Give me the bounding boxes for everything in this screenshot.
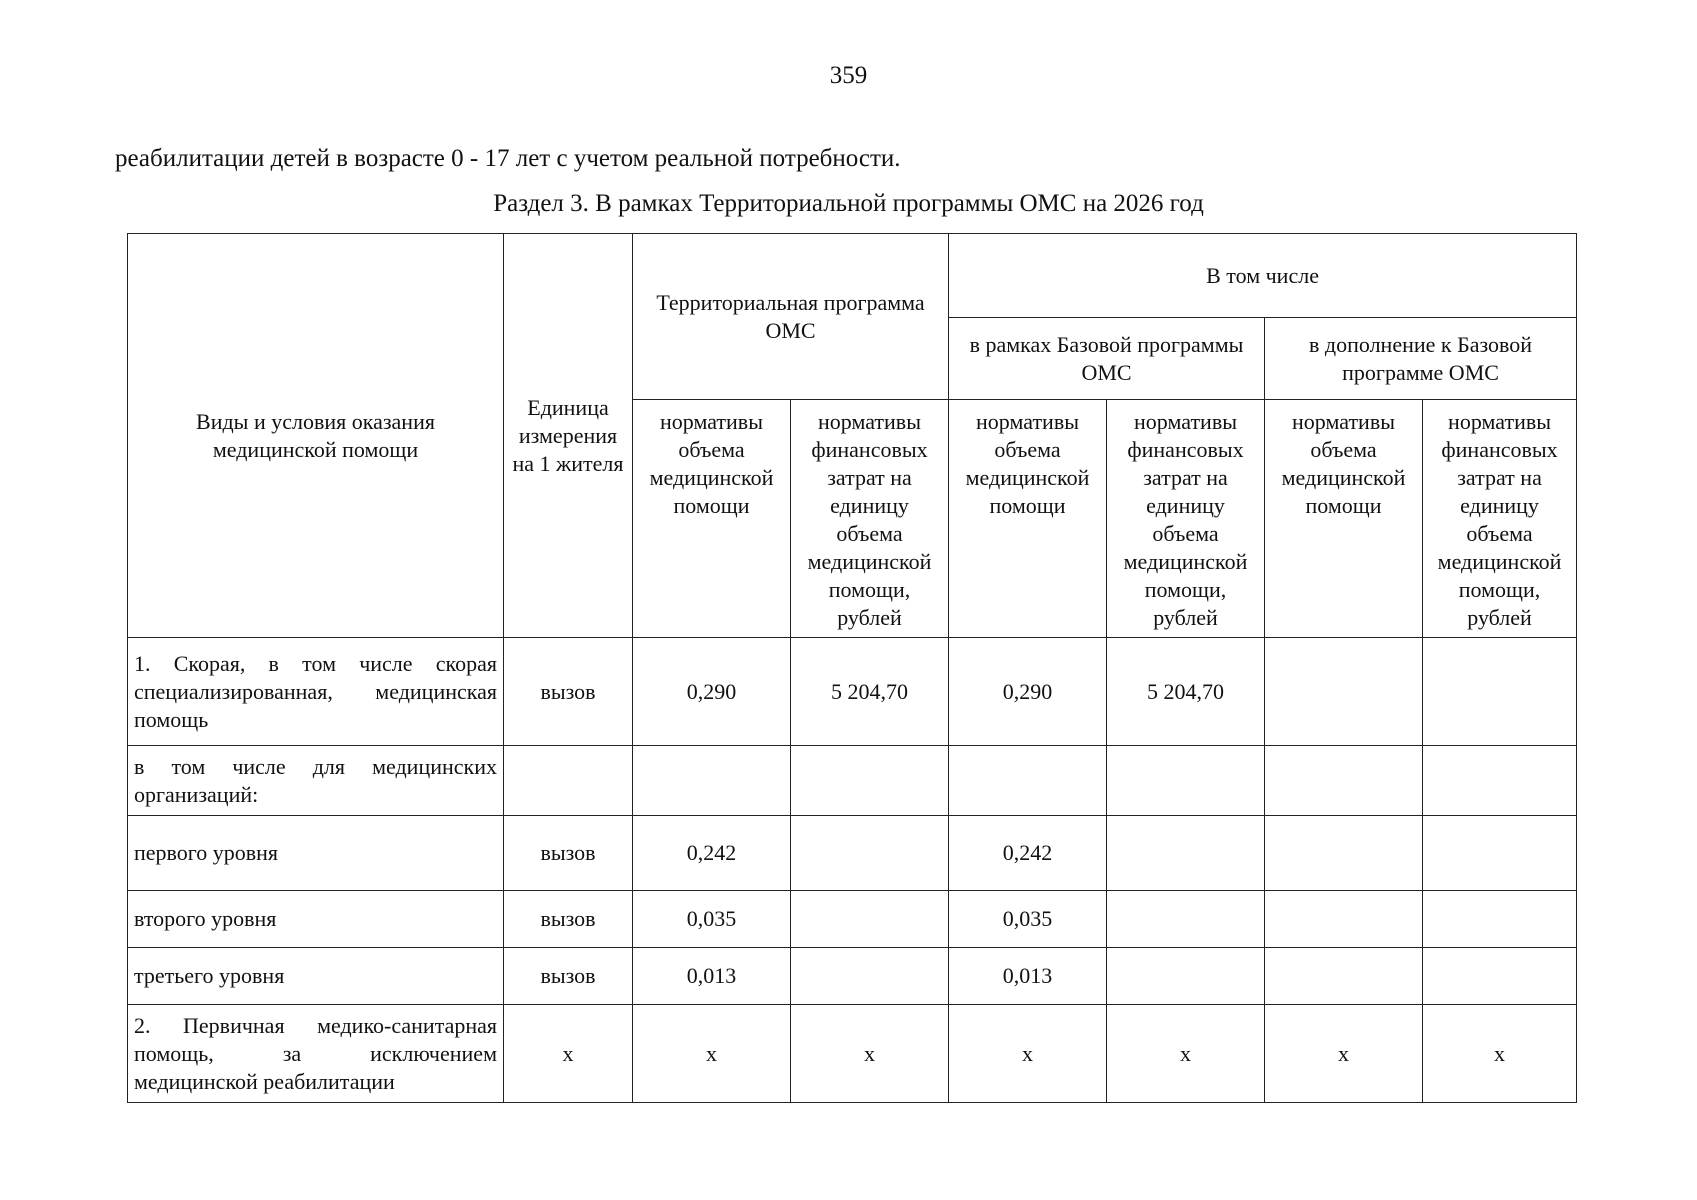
cell-base-volume: [949, 746, 1107, 816]
cell-base-volume: 0,035: [949, 891, 1107, 948]
cell-additional-volume: х: [1265, 1005, 1423, 1103]
row-name: 2. Первичная медико-санитарная помощь, за исключением медицинской реабилитации: [128, 1005, 504, 1103]
cell-territorial-volume: [633, 746, 791, 816]
cell-additional-volume: [1265, 746, 1423, 816]
header-including: В том числе: [949, 234, 1577, 318]
cell-additional-volume: [1265, 816, 1423, 891]
cell-additional-cost: [1423, 948, 1577, 1005]
cell-base-cost: [1107, 816, 1265, 891]
row-name: первого уровня: [128, 816, 504, 891]
row-name: 1. Скорая, в том числе скорая специализированная, медицинская помощь: [128, 638, 504, 746]
cell-territorial-cost: [791, 891, 949, 948]
table-row: [128, 1005, 1577, 1103]
header-unit: Единица измерения на 1 жителя: [504, 234, 633, 638]
cell-base-volume: 0,242: [949, 816, 1107, 891]
header-territorial-cost: нормативы финансовых затрат на единицу объема медицинской помощи, рублей: [791, 400, 949, 638]
cell-territorial-cost: [791, 816, 949, 891]
cell-territorial-volume: 0,242: [633, 816, 791, 891]
cell-territorial-volume: 0,013: [633, 948, 791, 1005]
norms-table: [127, 233, 1577, 1103]
lead-text: реабилитации детей в возрасте 0 - 17 лет с учетом реальной потребности.: [115, 145, 901, 172]
cell-base-cost: [1107, 891, 1265, 948]
table-row: [128, 746, 1577, 816]
header-additional-volume: нормативы объема медицинской помощи: [1265, 400, 1423, 638]
header-territorial-volume: нормативы объема медицинской помощи: [633, 400, 791, 638]
row-name: третьего уровня: [128, 948, 504, 1005]
cell-base-volume: 0,290: [949, 638, 1107, 746]
row-unit: [504, 746, 633, 816]
cell-territorial-cost: 5 204,70: [791, 638, 949, 746]
header-kind: Виды и условия оказания медицинской помощи: [128, 234, 504, 638]
row-name: в том числе для медицинских организаций:: [128, 746, 504, 816]
header-base: в рамках Базовой программы ОМС: [949, 318, 1265, 400]
section-title: Раздел 3. В рамках Территориальной программы ОМС на 2026 год: [493, 190, 1204, 217]
page-number: 359: [829, 62, 868, 89]
cell-territorial-volume: х: [633, 1005, 791, 1103]
row-unit: х: [504, 1005, 633, 1103]
row-unit: вызов: [504, 891, 633, 948]
table-row: [128, 638, 1577, 746]
cell-additional-cost: [1423, 746, 1577, 816]
cell-additional-volume: [1265, 891, 1423, 948]
cell-additional-cost: [1423, 816, 1577, 891]
header-territorial: Территориальная программа ОМС: [633, 234, 949, 400]
cell-base-volume: х: [949, 1005, 1107, 1103]
cell-territorial-cost: х: [791, 1005, 949, 1103]
row-unit: вызов: [504, 816, 633, 891]
cell-territorial-volume: 0,290: [633, 638, 791, 746]
header-base-volume: нормативы объема медицинской помощи: [949, 400, 1107, 638]
row-name: второго уровня: [128, 891, 504, 948]
cell-territorial-volume: 0,035: [633, 891, 791, 948]
table-row: [128, 816, 1577, 891]
cell-base-cost: [1107, 948, 1265, 1005]
header-additional-cost: нормативы финансовых затрат на единицу объема медицинской помощи, рублей: [1423, 400, 1577, 638]
cell-base-volume: 0,013: [949, 948, 1107, 1005]
cell-additional-cost: [1423, 638, 1577, 746]
cell-base-cost: х: [1107, 1005, 1265, 1103]
cell-base-cost: 5 204,70: [1107, 638, 1265, 746]
table-row: [128, 891, 1577, 948]
header-additional: в дополнение к Базовой программе ОМС: [1265, 318, 1577, 400]
row-unit: вызов: [504, 948, 633, 1005]
table-row: [128, 948, 1577, 1005]
cell-territorial-cost: [791, 948, 949, 1005]
cell-additional-volume: [1265, 948, 1423, 1005]
cell-territorial-cost: [791, 746, 949, 816]
cell-base-cost: [1107, 746, 1265, 816]
header-base-cost: нормативы финансовых затрат на единицу объема медицинской помощи, рублей: [1107, 400, 1265, 638]
cell-additional-volume: [1265, 638, 1423, 746]
row-unit: вызов: [504, 638, 633, 746]
cell-additional-cost: [1423, 891, 1577, 948]
cell-additional-cost: х: [1423, 1005, 1577, 1103]
